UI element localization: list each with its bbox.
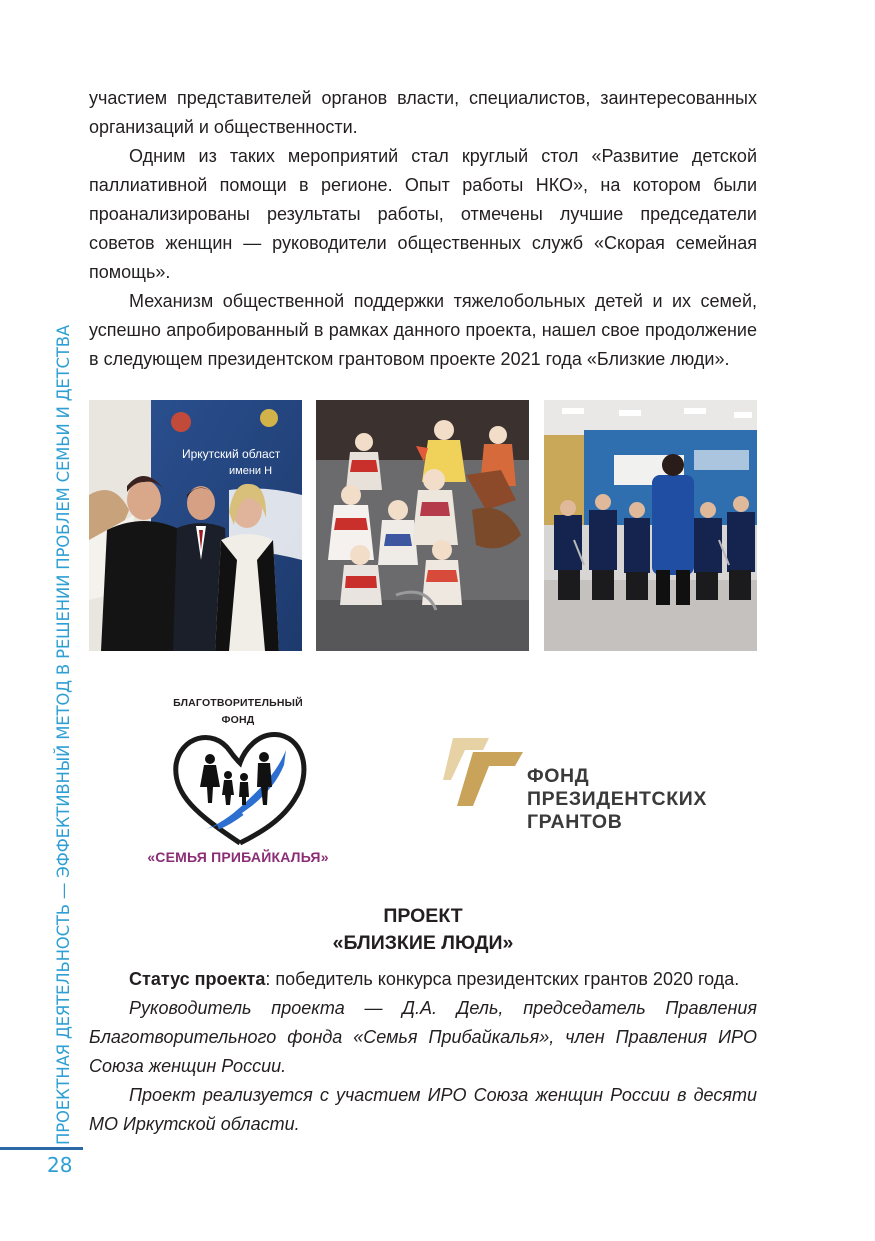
intro-paragraph-3: Механизм общественной поддержки тяжелобольных детей и их семей, успешно апробированный в рамках данного проекта, нашел свое продолжение в следующем президентском грантовом проекте 2021 года «Близкие люди». (89, 291, 757, 369)
intro-paragraph-2: Одним из таких мероприятий стал круглый стол «Развитие детской паллиативной помощи в регионе. Опыт работы НКО», на котором были проанализированы результаты работы, отмечены лучшие председатели советов женщин — руководители общественных служб «Скорая семейная помощь». (89, 146, 757, 282)
photo-banner-line-1: Иркутский област (182, 447, 281, 461)
page-number: 28 (47, 1153, 73, 1177)
charity-logo-name: «СЕМЬЯ ПРИБАЙКАЛЬЯ» (147, 849, 329, 865)
presidential-grants-emblem-icon (443, 738, 525, 808)
project-heading-line-2: «БЛИЗКИЕ ЛЮДИ» (332, 932, 514, 954)
vertical-section-title: ПРОЕКТНАЯ ДЕЯТЕЛЬНОСТЬ — ЭФФЕКТИВНЫЙ МЕТОД В РЕШЕНИИ ПРОБЛЕМ СЕМЬИ И ДЕТСТВА (54, 325, 73, 1145)
project-heading-line-1: ПРОЕКТ (383, 905, 463, 927)
grants-logo-line-2: ПРЕЗИДЕНТСКИХ (527, 788, 707, 810)
photo-officials (89, 400, 302, 651)
photo-orchestra (544, 400, 757, 651)
project-details (89, 965, 757, 1139)
intro-text (89, 84, 757, 374)
grants-logo-line-3: ГРАНТОВ (527, 811, 623, 833)
heart-family-icon (168, 725, 313, 853)
photo-banner-line-2: имени Н (229, 465, 273, 477)
project-heading (89, 903, 757, 957)
project-status (89, 965, 757, 994)
project-status-label: Статус проекта (129, 969, 266, 989)
grants-logo-line-1: ФОНД (527, 765, 590, 787)
photo-handmade-dolls (316, 400, 529, 651)
page-number-rule (0, 1147, 83, 1150)
project-leader: Руководитель проекта — Д.А. Дель, председатель Правления Благотворительного фонда «Семья Прибайкалья», член Правления ИРО Союза женщин России. (89, 998, 757, 1076)
charity-logo-top-line-2: ФОНД (221, 714, 255, 726)
intro-paragraph-1: участием представителей органов власти, специалистов, заинтересованных организаций и общественности. (89, 88, 757, 137)
project-scope: Проект реализуется с участием ИРО Союза женщин России в десяти МО Иркутской области. (89, 1085, 757, 1134)
presidential-grants-logo-text (527, 765, 707, 834)
charity-logo-top-line-1: БЛАГОТВОРИТЕЛЬНЫЙ (173, 697, 303, 709)
project-status-text: : победитель конкурса президентских грантов 2020 года. (265, 969, 740, 989)
charity-fund-logo (128, 695, 348, 875)
